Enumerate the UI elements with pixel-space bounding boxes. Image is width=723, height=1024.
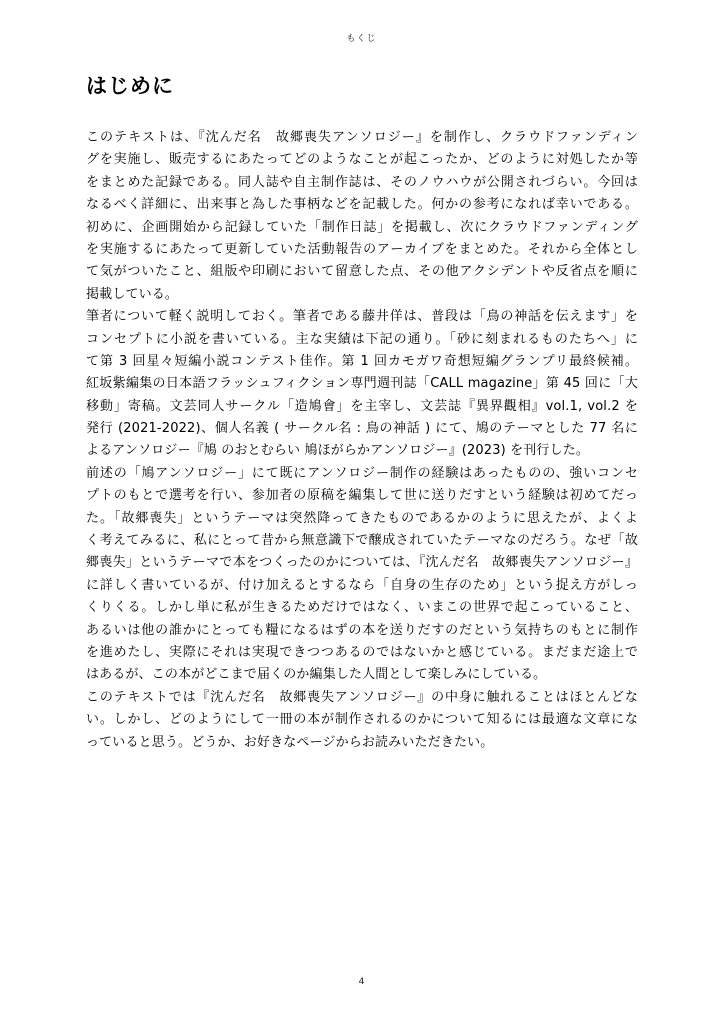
body-line: 初めに、企画開始から記録していた「制作日誌」を掲載し、次にクラウドファンディング	[86, 219, 638, 235]
body-line: くりくる。しかし単に私が生きるためだけではなく、いまこの世界で起こっていること、	[86, 600, 638, 616]
body-line: あるいは他の誰かにとっても糧になるはずの本を送りだすのだという気持ちのもとに制作	[86, 622, 638, 638]
body-line: なるべく詳細に、出来事と為した事柄などを記載した。何かの参考になれば幸いである。	[86, 197, 638, 213]
body-line: に詳しく書いているが、付け加えるとするなら「自身の生存のため」という捉え方がしっ	[86, 577, 638, 593]
body-line: 移動」寄稿。文芸同人サークル「造鳩會」を主宰し、文芸誌『異界觀相』vol.1, vol.2 を	[86, 398, 638, 414]
body-line: コンセプトに小説を書いている。主な実績は下記の通り。「砂に刻まれるものたちへ」に	[86, 331, 638, 347]
body-line: はあるが、この本がどこまで届くのか編集した人間として楽しみにしている。	[86, 667, 547, 683]
body-line: プトのもとで選考を行い、参加者の原稿を編集して世に送りだすという経験は初めてだっ	[86, 488, 638, 504]
body-line: 郷喪失」というテーマで本をつくったのかについては、『沈んだ名 故郷喪失アンソロジー』	[86, 555, 638, 571]
body-line: 紅坂紫編集の日本語フラッシュフィクション専門週刊誌「CALL magazine」第 45 回に「大	[86, 376, 638, 392]
page-number: 4	[358, 977, 365, 987]
body-line: を実施するにあたって更新していた活動報告のアーカイブをまとめた。それから全体とし	[86, 241, 638, 257]
page-title: はじめに	[86, 74, 174, 98]
running-header: もくじ	[346, 34, 377, 44]
body-line: をまとめた記録である。同人誌や自主制作誌は、そのノウハウが公開されづらい。今回は	[86, 174, 638, 190]
body-line: て気がついたこと、組版や印刷において留意した点、その他アクシデントや反省点を順に	[86, 264, 638, 280]
body-line: い。しかし、どのようにして一冊の本が制作されるのかについて知るには最適な文章にな	[86, 712, 638, 728]
body-line: っていると思う。どうか、お好きなページからお読みいただきたい。	[86, 734, 494, 750]
body-line: このテキストは、『沈んだ名 故郷喪失アンソロジー』を制作し、クラウドファンディン	[86, 130, 638, 145]
body-line: 発行 (2021-2022)、個人名義 ( サークル名 : 鳥の神話 ) にて、鳩のテーマとした 77 名に	[86, 421, 638, 437]
body-line: た。「故郷喪失」というテーマは突然降ってきたものであるかのように思えたが、よくよ	[86, 510, 638, 526]
body-line: 前述の「鳩アンソロジー」にて既にアンソロジー制作の経験はあったものの、強いコンセ	[86, 465, 638, 481]
body-text	[86, 127, 638, 754]
body-line: て第 3 回星々短編小説コンテスト佳作。第 1 回カモガワ奇想短編グランプリ最終候補。	[86, 353, 638, 369]
body-line: グを実施し、販売するにあたってどのようなことが起こったか、どのように対処したか等	[86, 152, 638, 168]
body-line: を進めたし、実際にそれは実現できつつあるのではないかと感じている。まだまだ途上で	[86, 644, 638, 660]
body-line: 掲載している。	[86, 286, 179, 302]
body-line: よるアンソロジー『鳩 のおとむらい 鳩ほがらかアンソロジー』(2023) を刊行した。	[86, 443, 590, 459]
body-line: 筆者について軽く説明しておく。筆者である藤井佯は、普段は「鳥の神話を伝えます」を	[86, 309, 638, 325]
body-line: く考えてみるに、私にとって昔から無意識下で醸成されていたテーマなのだろう。なぜ「故	[86, 533, 638, 549]
body-line: このテキストでは『沈んだ名 故郷喪失アンソロジー』の中身に触れることはほとんどな	[86, 689, 638, 705]
